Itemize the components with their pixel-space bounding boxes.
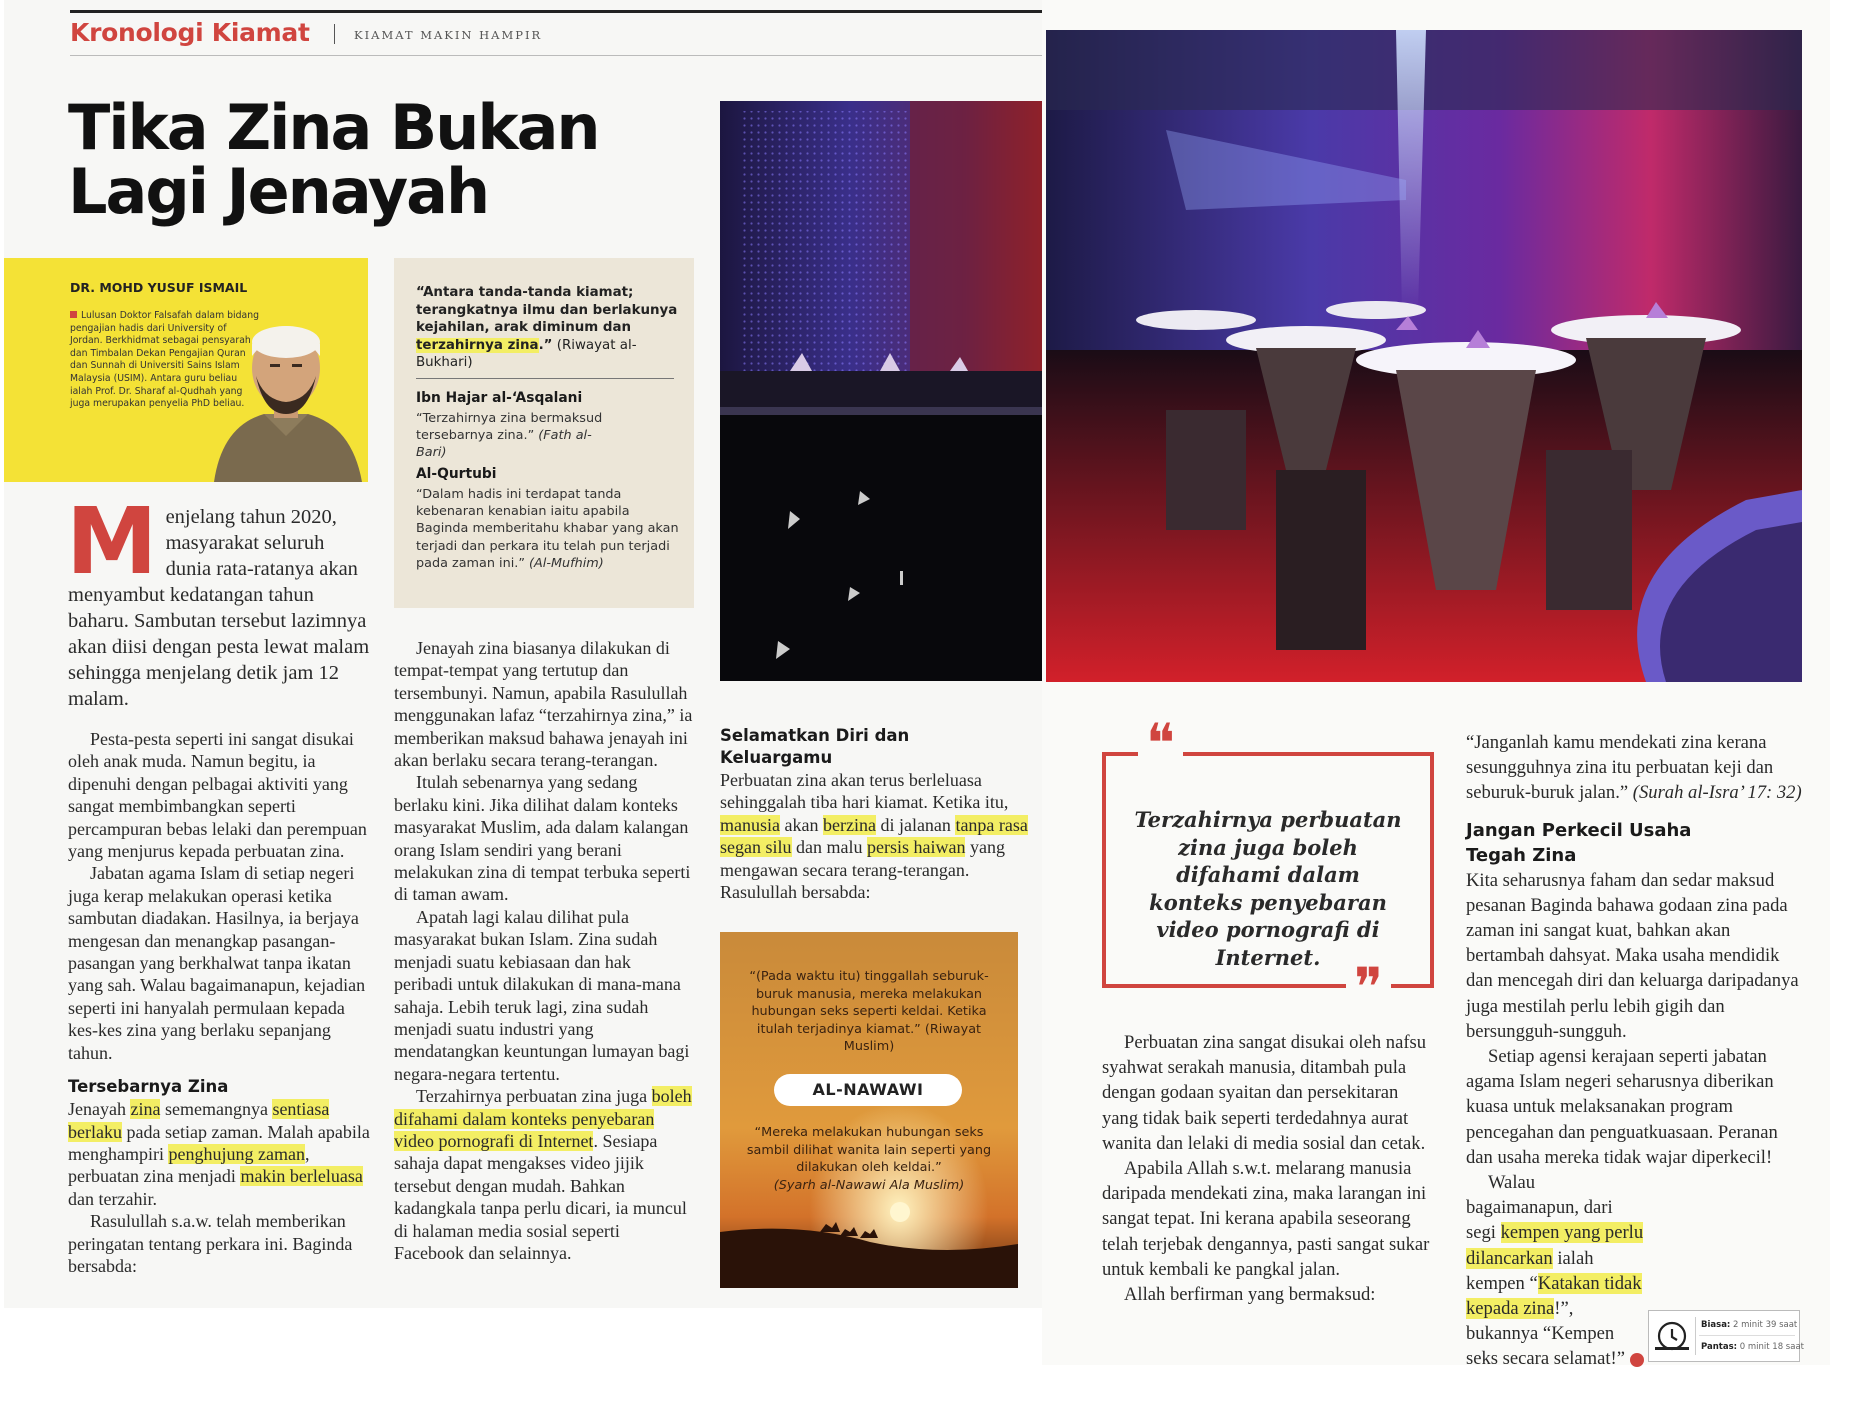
subhead-selamatkan-l2: Keluargamu <box>720 748 833 767</box>
col4-p3: Allah berfirman yang bermaksud: <box>1124 1284 1376 1306</box>
club-photo-left-art <box>720 101 1046 681</box>
col2-body <box>394 637 694 1264</box>
end-mark-icon <box>1630 1353 1644 1367</box>
reading-rule <box>1699 1335 1795 1336</box>
lead-paragraph <box>66 488 370 712</box>
scholar1-text: “Terzahirnya zina bermaksud tersebarnya zina.” <box>416 411 603 443</box>
subhead-jangan-l1: Jangan Perkecil Usaha <box>1466 819 1692 841</box>
nawawi-hadith: “(Pada waktu itu) tinggallah seburuk-buruk manusia, mereka melakukan hubungan seks seperti keldai. Ketika itulah terjadinya kiamat.” (Riwayat Muslim) <box>749 969 989 1054</box>
quran-quote <box>1466 730 1804 806</box>
col5-p1: Kita seharusnya faham dan sedar maksud pesanan Baginda bahawa godaan zina pada zaman ini sangat kuat, bahkan akan bertambah dahsyat. Maka usaha mendidik dan mencegah diri dan keluarga daripadanya juga mestilah perlu lebih gigih dan bersungguh-sungguh. <box>1466 869 1799 1042</box>
dropcap: M <box>66 488 158 595</box>
headline-line2: Lagi Jenayah <box>68 155 489 228</box>
scholar1-source: (Fath al-Bari) <box>416 428 592 460</box>
column-4 <box>1102 1030 1436 1307</box>
header-rule <box>70 10 1046 13</box>
col4-p2: Apabila Allah s.w.t. melarang manusia daripada mendekati zina, maka larangan ini sangat tepat. Ini kerana apabila seseorang telah terjebak dengannya, pasti sangat sukar untuk kembali ke pangkal jalan. <box>1102 1158 1430 1280</box>
column-3 <box>720 725 1032 903</box>
section-kicker: KIAMAT MAKIN HAMPIR <box>354 28 543 42</box>
col3-body <box>720 769 1032 903</box>
author-name: DR. MOHD YUSUF ISMAIL <box>70 280 248 295</box>
clock-icon <box>1653 1317 1691 1355</box>
quran-source: (Surah al-Isra’ 17: 32) <box>1632 782 1802 804</box>
scholar2-name: Al-Qurtubi <box>416 466 497 482</box>
hadith-end: .” <box>538 337 553 353</box>
reading-divider <box>1695 1317 1696 1355</box>
club-photo-main <box>1046 30 1802 682</box>
left-page <box>4 0 1042 1308</box>
col1-p4: Rasulullah s.a.w. telah memberikan peringatan tentang perkara ini. Baginda bersabda: <box>68 1211 353 1276</box>
col1-p1: Pesta-pesta seperti ini sangat disukai oleh anak muda. Namun begitu, ia dipenuhi dengan pelbagai aktiviti yang sangat membimbangkan seperti percampuran bebas lelaki dan perempuan yang menjurus kepada perbuatan zina. <box>68 729 367 862</box>
headline-line1: Tika Zina Bukan <box>68 91 599 164</box>
col1-p3: Jenayah zina sememangnya sentiasa berlaku pada setiap zaman. Malah apabila menghampiri penghujung zaman, perbuatan zina menjadi makin berleluasa dan terzahir. <box>68 1099 370 1209</box>
close-quote-icon: ❞ <box>1346 958 1391 1018</box>
right-page <box>1042 0 1830 1370</box>
hadith-text: “Antara tanda-tanda kiamat; terangkatnya ilmu dan berlakunya kejahilan, arak diminum dan <box>416 285 678 335</box>
col5-p2: Setiap agensi kerajaan seperti jabatan agama Islam negeri seharusnya diberikan kuasa untuk melaksanakan program pencegahan dan penguatkuasaan. Peranan dan usaha mereka tidak wajar diperkecil! <box>1466 1046 1778 1168</box>
open-quote-icon: ❝ <box>1138 714 1183 774</box>
col1-body <box>68 728 370 1064</box>
nawawi-commentary <box>746 1124 992 1194</box>
reading-fast-label: Pantas: <box>1701 1342 1738 1352</box>
club-photo-left <box>720 101 1046 681</box>
col1-p2: Jabatan agama Islam di setiap negeri juga kerap melakukan operasi ketika sambutan diadakan. Hasilnya, ia berjaya mengesan dan menangkap pasangan-pasangan yang berkhalwat tanpa ikatan yang sah. Walau bagaimanapun, kejadian seperti ini hanyalah permulaan kepada kes-kes zina yang berlaku sepanjang tahun. <box>68 863 366 1063</box>
reading-normal <box>1701 1320 1797 1330</box>
column-2 <box>394 637 694 1264</box>
author-portrait <box>204 286 368 482</box>
reading-fast-value: 0 minit 18 saat <box>1739 1342 1804 1352</box>
col3-p1: Perbuatan zina akan terus berleluasa sehinggalah tiba hari kiamat. Ketika itu, manusia akan berzina di jalanan tanpa rasa segan silu dan malu persis haiwan yang mengawan secara terang-terangan. Rasulullah bersabda: <box>720 770 1028 903</box>
hadith-source: (Riwayat al-Bukhari) <box>416 337 637 370</box>
subhead-selamatkan <box>720 725 1032 769</box>
author-bio-text: Lulusan Doktor Falsafah dalam bidang pengajian hadis dari University of Jordan. Berkhidmat sebagai pensyarah dan Timbalan Dekan Pengajian Quran dan Sunnah di Universiti Sains Islam Malaysia (USIM). Antara guru beliau ialah Prof. Dr. Sharaf al-Qudhah yang juga merupakan penyelia PhD beliau. <box>70 310 260 410</box>
header-underline <box>70 55 1046 56</box>
col2-p3: Apatah lagi kalau dilihat pula masyarakat bukan Islam. Zina sudah menjadi suatu kebiasaan dan hak peribadi untuk dilakukan di mana-mana sahaja. Lebih teruk lagi, zina sudah menjadi suatu industri yang mendatangkan keuntungan lumayan bagi negara-negara tertentu. <box>394 906 690 1084</box>
col2-p2: Itulah sebenarnya yang sedang berlaku kini. Jika dilihat dalam konteks masyarakat Muslim, ada dalam kalangan orang Islam sendiri yang berani melakukan zina di tempat terbuka seperti di taman awam. <box>394 772 691 905</box>
scholar2-text: “Dalam hadis ini terdapat tanda kebenaran kenabian iaitu apabila Baginda memberitahu khabar yang akan terjadi dan perkara itu telah pun terjadi pada zaman ini.” <box>416 487 679 571</box>
bullet-square-icon <box>70 311 77 318</box>
col1-body-2 <box>68 1098 370 1277</box>
column-1 <box>66 488 370 1277</box>
hadith-highlight: terzahirnya zina <box>416 337 539 353</box>
headline <box>68 91 599 228</box>
header-divider <box>334 24 335 44</box>
section-title: Kronologi Kiamat <box>70 18 310 47</box>
scholar2-source: (Al-Mufhim) <box>529 555 604 571</box>
column-5 <box>1466 730 1804 1372</box>
col5-body <box>1466 868 1804 1372</box>
author-box <box>4 258 368 482</box>
sidebar-quote-box <box>394 258 694 608</box>
club-photo-main-art <box>1046 30 1802 682</box>
col4-body <box>1102 1030 1436 1307</box>
lead-text: enjelang tahun 2020, masyarakat seluruh dunia rata-ratanya akan menyambut kedatangan tahun baharu. Sambutan tersebut lazimnya akan diisi dengan pesta lewat malam sehingga menjelang detik jam 12 malam. <box>68 506 370 710</box>
quran-text: “Janganlah kamu mendekati zina kerana sesungguhnya zina itu perbuatan keji dan seburuk-buruk jalan.” <box>1466 732 1774 804</box>
subhead-jangan-perkecil <box>1466 818 1804 868</box>
subhead-selamatkan-l1: Selamatkan Diri dan <box>720 726 910 745</box>
pullquote-box <box>1102 712 1434 1019</box>
sidebar-rule <box>416 378 674 379</box>
nawawi-commentary-source: (Syarh al-Nawawi Ala Muslim) <box>773 1177 965 1193</box>
nawawi-box <box>720 932 1018 1288</box>
pullquote-text: Terzahirnya perbuatan zina juga boleh difahami dalam konteks penyebaran video pornografi di Internet. <box>1134 807 1402 970</box>
reading-time-widget <box>1648 1310 1804 1362</box>
col2-p1: Jenayah zina biasanya dilakukan di tempat-tempat yang tertutup dan tersembunyi. Namun, apabila Rasulullah menggunakan lafaz “terzahirnya zina,” ia memberikan maksud bahawa jenayah ini akan berlaku secara terang-terangan. <box>394 638 693 771</box>
reading-normal-value: 2 minit 39 saat <box>1733 1320 1798 1330</box>
subhead-jangan-l2: Tegah Zina <box>1466 844 1577 866</box>
reading-fast <box>1701 1342 1804 1352</box>
col4-p1: Perbuatan zina sangat disukai oleh nafsu syahwat serakah manusia, ditambah pula dengan godaan syaitan dan persekitaran yang tidak baik seperti terdedahnya aurat wanita dan lelaki di media sosial dan cetak. <box>1102 1032 1427 1154</box>
scholar1-quote <box>416 410 616 461</box>
sidebar-hadith <box>416 284 678 372</box>
col2-p4: Terzahirnya perbuatan zina juga boleh difahami dalam konteks penyebaran video pornografi di Internet. Sesiapa sahaja dapat mengakses video jijik tersebut dengan mudah. Bahkan kadangkala tanpa perlu dicari, ia muncul di halaman media sosial seperti Facebook dan selainnya. <box>394 1086 692 1263</box>
subhead-tersebarnya-zina: Tersebarnya Zina <box>68 1077 229 1097</box>
col5-p3: Walau bagaimanapun, dari segi kempen yang perlu dilancarkan ialah kempen “Katakan tidak kepada zina!”, bukannya “Kempen seks secara selamat!” <box>1466 1172 1644 1370</box>
reading-normal-label: Biasa: <box>1701 1320 1731 1330</box>
scholar2-quote <box>416 486 680 572</box>
nawawi-commentary-text: “Mereka melakukan hubungan seks sambil dilihat wanita lain seperti yang dilakukan oleh keldai.” <box>746 1125 992 1175</box>
scholar1-name: Ibn Hajar al-‘Asqalani <box>416 390 583 406</box>
nawawi-label: AL-NAWAWI <box>774 1074 962 1106</box>
